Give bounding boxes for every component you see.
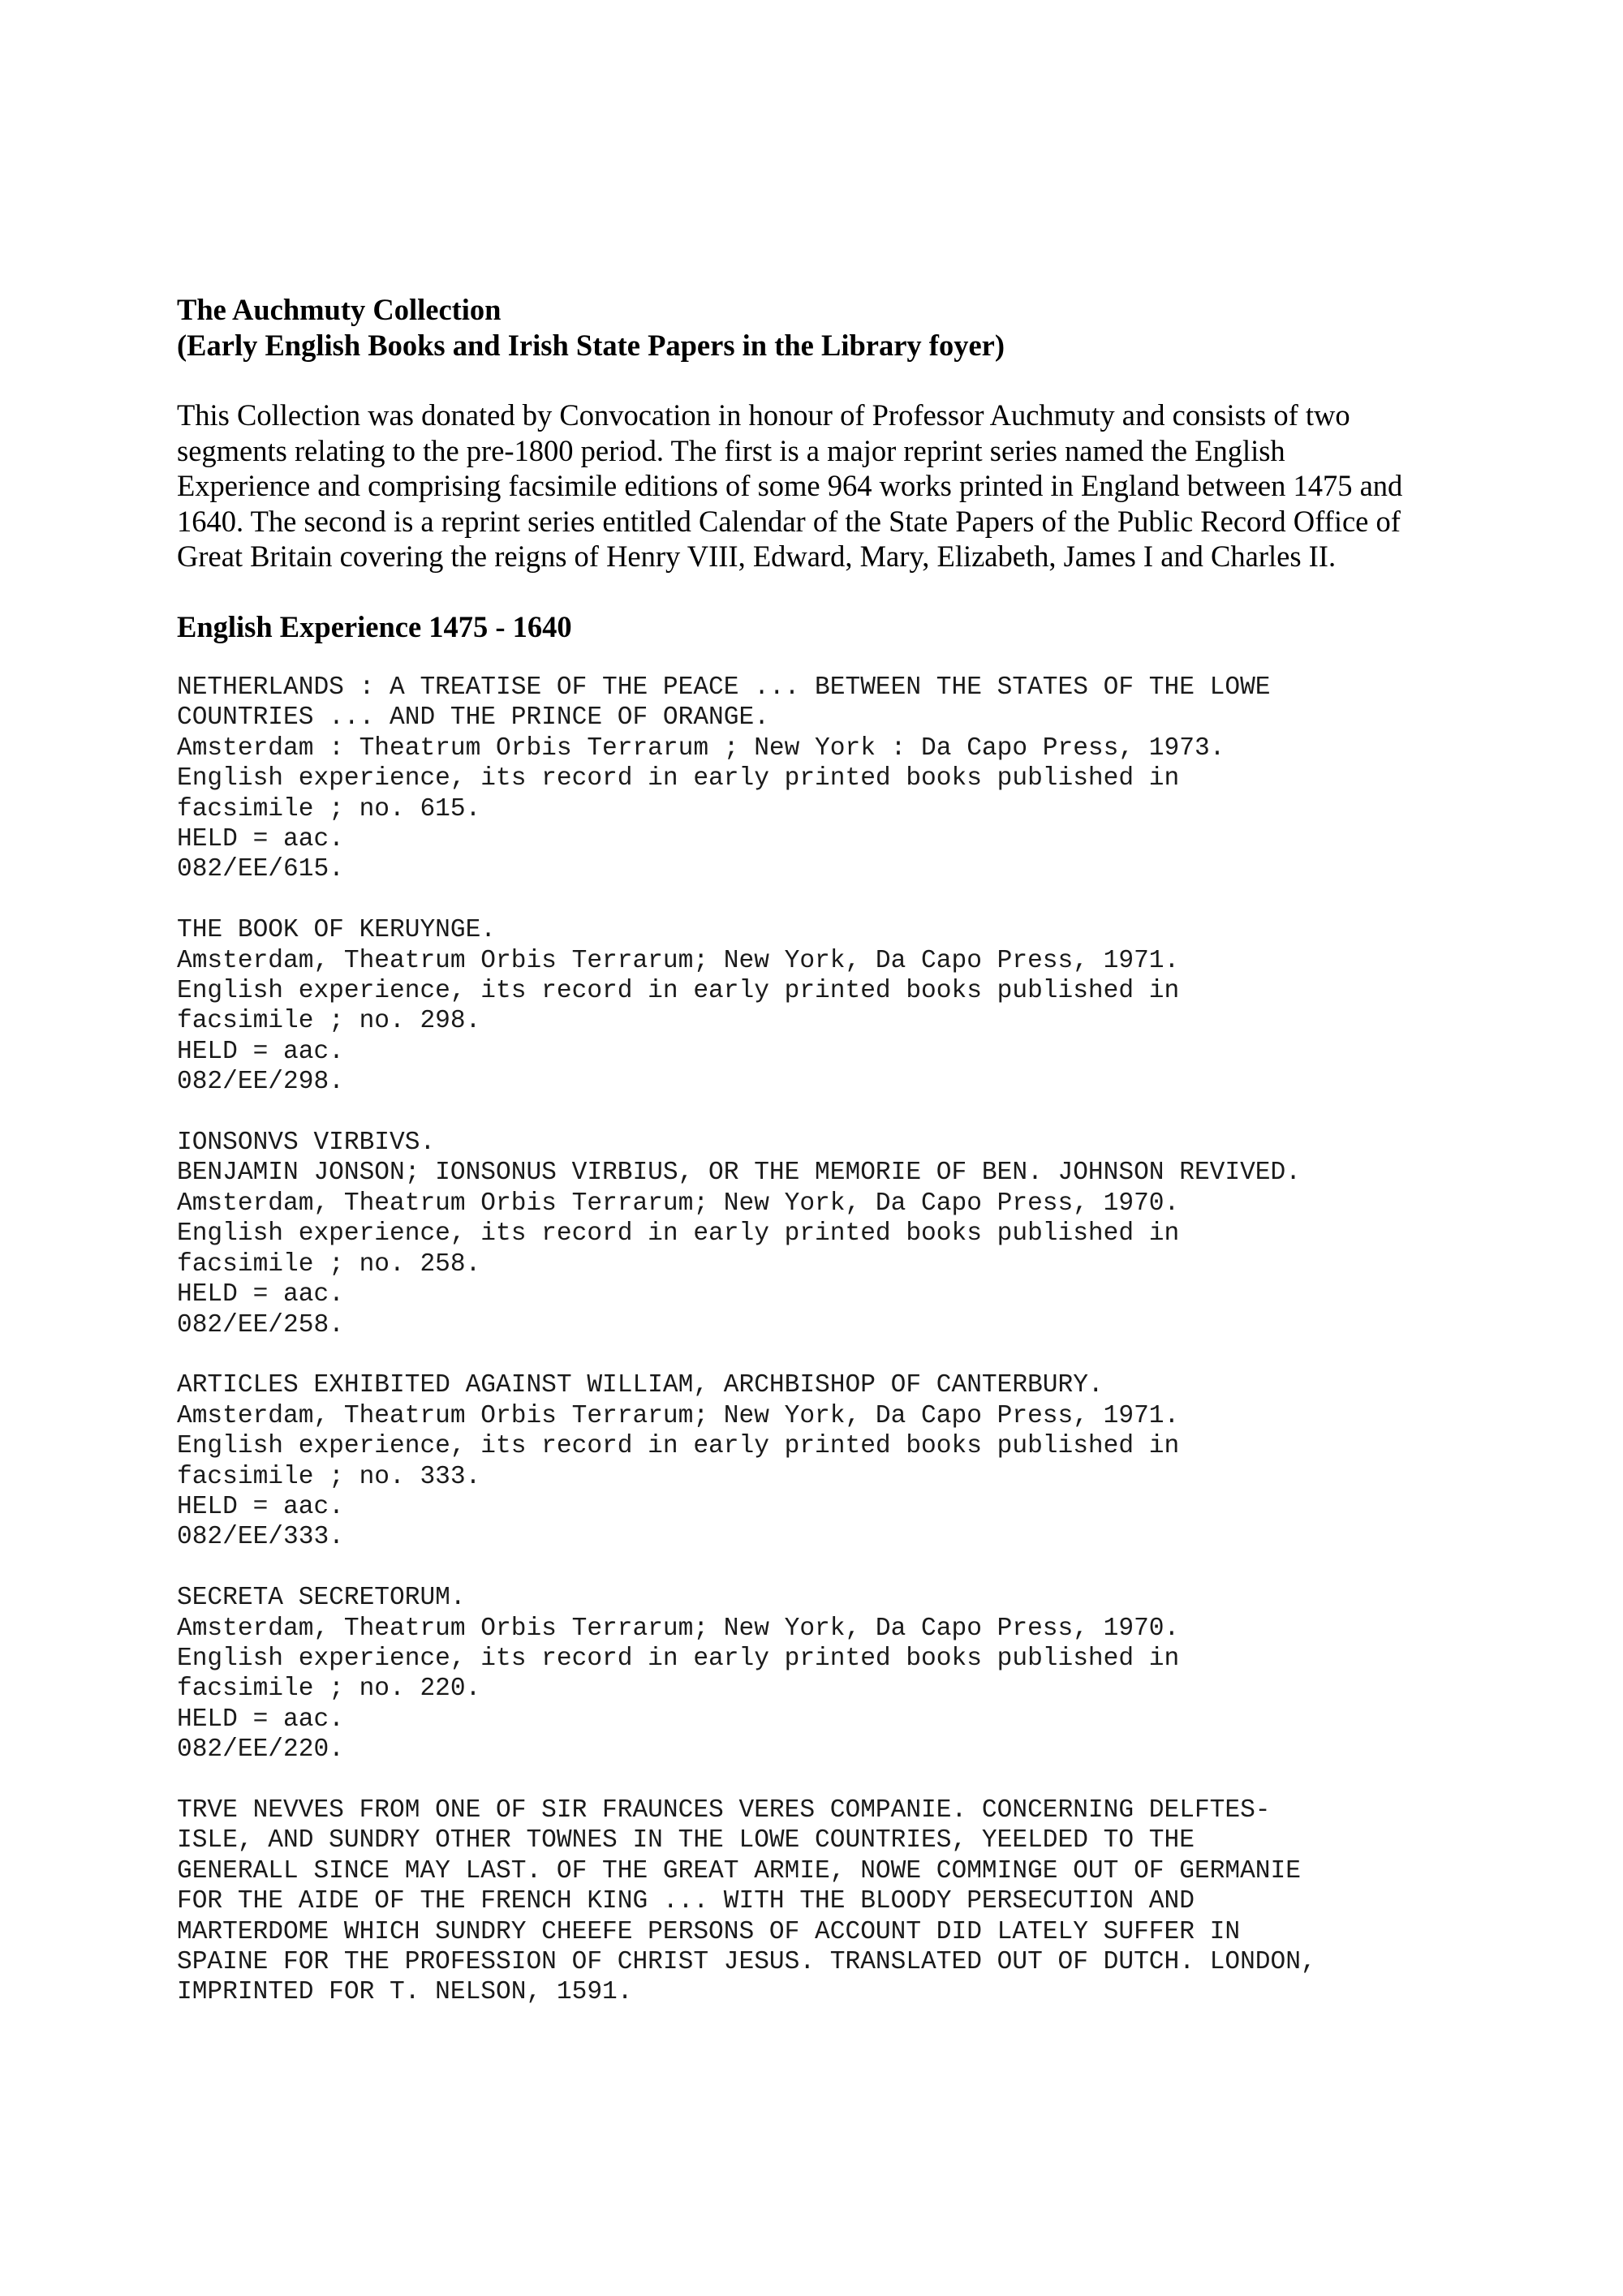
intro-line: Great Britain covering the reigns of Henry VIII, Edward, Mary, Elizabeth, James I and Charles II. — [177, 540, 1337, 573]
record-line: HELD = aac. — [177, 1492, 344, 1521]
intro-line: This Collection was donated by Convocation in honour of Professor Auchmuty and consists of two — [177, 398, 1350, 432]
record-line: English experience, its record in early printed books published in — [177, 764, 1180, 793]
intro-line: Experience and comprising facsimile editions of some 964 works printed in England between 1475 and — [177, 469, 1403, 502]
record-line: Amsterdam, Theatrum Orbis Terrarum; New York, Da Capo Press, 1970. — [177, 1614, 1180, 1643]
record-line: Amsterdam : Theatrum Orbis Terrarum ; New York : Da Capo Press, 1973. — [177, 733, 1225, 763]
record-line: HELD = aac. — [177, 1705, 344, 1734]
intro-line: 1640. The second is a reprint series entitled Calendar of the State Papers of the Public Record Office of — [177, 504, 1401, 538]
record-line: English experience, its record in early printed books published in — [177, 1432, 1180, 1461]
section-heading: English Experience 1475 - 1640 — [177, 609, 572, 643]
record-line: HELD = aac. — [177, 825, 344, 854]
record-line: HELD = aac. — [177, 1280, 344, 1309]
record-line: 082/EE/333. — [177, 1523, 344, 1552]
record-line: SPAINE FOR THE PROFESSION OF CHRIST JESUS. TRANSLATED OUT OF DUTCH. LONDON, — [177, 1947, 1316, 1976]
record-line: 082/EE/615. — [177, 855, 344, 884]
record-line: HELD = aac. — [177, 1037, 344, 1066]
record-line: IONSONVS VIRBIVS. — [177, 1129, 436, 1158]
title-line-2: (Early English Books and Irish State Papers in the Library foyer) — [177, 328, 1005, 362]
catalog-records — [177, 673, 1459, 2008]
record-line: English experience, its record in early printed books published in — [177, 977, 1180, 1006]
record-line: English experience, its record in early printed books published in — [177, 1219, 1180, 1249]
record-line: facsimile ; no. 333. — [177, 1462, 481, 1491]
catalog-record — [177, 915, 1459, 1097]
record-line: TRVE NEVVES FROM ONE OF SIR FRAUNCES VERES COMPANIE. CONCERNING DELFTES- — [177, 1795, 1271, 1825]
record-line: NETHERLANDS : A TREATISE OF THE PEACE ... BETWEEN THE STATES OF THE LOWE — [177, 673, 1271, 702]
record-line: facsimile ; no. 615. — [177, 794, 481, 823]
record-line: THE BOOK OF KERUYNGE. — [177, 916, 497, 945]
record-line: SECRETA SECRETORUM. — [177, 1584, 466, 1613]
record-line: BENJAMIN JONSON; IONSONUS VIRBIUS, OR THE MEMORIE OF BEN. JOHNSON REVIVED. — [177, 1159, 1301, 1188]
record-line: English experience, its record in early printed books published in — [177, 1644, 1180, 1673]
record-line: facsimile ; no. 220. — [177, 1675, 481, 1704]
record-line: ARTICLES EXHIBITED AGAINST WILLIAM, ARCHBISHOP OF CANTERBURY. — [177, 1371, 1104, 1400]
catalog-record — [177, 673, 1459, 885]
document-title — [177, 292, 1459, 363]
record-line: Amsterdam, Theatrum Orbis Terrarum; New York, Da Capo Press, 1970. — [177, 1189, 1180, 1218]
record-line: MARTERDOME WHICH SUNDRY CHEEFE PERSONS OF ACCOUNT DID LATELY SUFFER IN — [177, 1917, 1241, 1946]
record-line: 082/EE/298. — [177, 1068, 344, 1097]
catalog-record — [177, 1795, 1459, 2008]
record-line: IMPRINTED FOR T. NELSON, 1591. — [177, 1978, 633, 2007]
record-line: 082/EE/258. — [177, 1310, 344, 1339]
record-line: COUNTRIES ... AND THE PRINCE OF ORANGE. — [177, 703, 769, 733]
record-line: 082/EE/220. — [177, 1735, 344, 1765]
record-line: ISLE, AND SUNDRY OTHER TOWNES IN THE LOWE COUNTRIES, YEELDED TO THE — [177, 1826, 1195, 1855]
record-line: Amsterdam, Theatrum Orbis Terrarum; New York, Da Capo Press, 1971. — [177, 1401, 1180, 1430]
record-line: facsimile ; no. 258. — [177, 1249, 481, 1279]
record-line: FOR THE AIDE OF THE FRENCH KING ... WITH THE BLOODY PERSECUTION AND — [177, 1887, 1195, 1916]
title-line-1: The Auchmuty Collection — [177, 293, 502, 326]
intro-line: segments relating to the pre-1800 period. The first is a major reprint series named the English — [177, 433, 1285, 467]
catalog-record — [177, 1583, 1459, 1765]
record-line: GENERALL SINCE MAY LAST. OF THE GREAT ARMIE, NOWE COMMINGE OUT OF GERMANIE — [177, 1856, 1301, 1885]
record-line: Amsterdam, Theatrum Orbis Terrarum; New York, Da Capo Press, 1971. — [177, 946, 1180, 975]
record-line: facsimile ; no. 298. — [177, 1007, 481, 1036]
intro-paragraph — [177, 398, 1459, 574]
catalog-record — [177, 1370, 1459, 1552]
catalog-record — [177, 1128, 1459, 1340]
document-page — [177, 292, 1459, 2038]
